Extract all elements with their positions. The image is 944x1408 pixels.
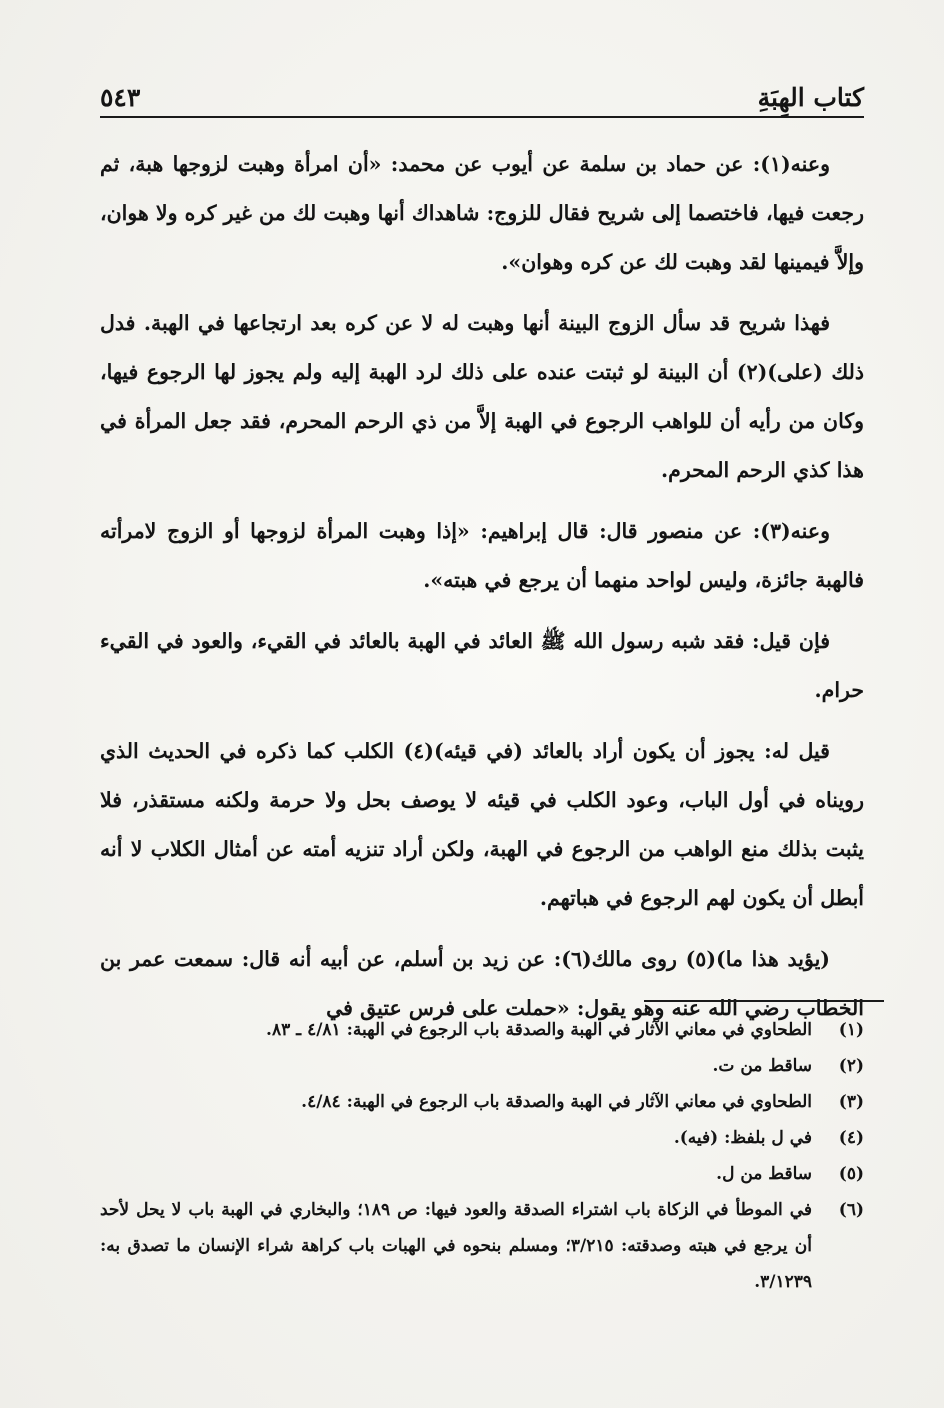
footnote-item: [100, 1120, 864, 1156]
paragraph: (يؤيد هذا ما)(٥) روى مالك(٦): عن زيد بن أسلم، عن أبيه أنه قال: سمعت عمر بن الخطاب رضي الله عنه وهو يقول: «حملت على فرس عتيق في: [100, 947, 864, 1020]
footnote-number: (٦): [838, 1200, 864, 1220]
footnote-text: في الموطأ في الزكاة باب اشتراء الصدقة والعود فيها: ص ١٨٩؛ والبخاري في الهبة باب لا يحل لأحد أن يرجع في هبته وصدقته: ٣/٢١٥؛ ومسلم بنحوه في الهبات باب كراهة شراء الإنسان ما تصدق به: ٣/١٢٣٩.: [100, 1200, 812, 1292]
footnote-number: (٣): [838, 1092, 864, 1112]
footnote-number: (٥): [838, 1164, 864, 1184]
footnote-text: ساقط من ل.: [716, 1164, 812, 1184]
footnote-divider: [644, 1000, 884, 1002]
footnote-text: في ل بلفظ: (فيه).: [673, 1128, 812, 1148]
paragraph: فإن قيل: فقد شبه رسول الله ﷺ العائد في الهبة بالعائد في القيء، والعود في القيء حرام.: [100, 629, 864, 702]
paragraph: فهذا شريح قد سأل الزوج البينة أنها وهبت له لا عن كره بعد ارتجاعها في الهبة. فدل ذلك (على)(٢) أن البينة لو ثبتت عنده على ذلك لرد الهبة إليه ولم يجوز لها الرجوع فيها، وكان من رأيه أن للواهب الرجوع في الهبة إلاَّ من ذي الرحم المحرم، فقد جعل المرأة في هذا كذي الرحم المحرم.: [100, 311, 864, 482]
footnote-item: [100, 1048, 864, 1084]
footnote-number: (٢): [838, 1056, 864, 1076]
running-title: كتاب الهِبَةِ: [757, 83, 864, 112]
main-text: [100, 140, 864, 1045]
page-header: [100, 68, 864, 112]
footnote-item: [100, 1156, 864, 1192]
footnote-item: [100, 1012, 864, 1048]
footnote-text: ساقط من ت.: [712, 1056, 812, 1076]
paragraph: وعنه(١): عن حماد بن سلمة عن أيوب عن محمد: «أن امرأة وهبت لزوجها هبة، ثم رجعت فيها، فاختصما إلى شريح فقال للزوج: شاهداك أنها وهبت لك من غير كره ولا هوان، وإلاَّ فيمينها لقد وهبت لك عن كره وهوان».: [100, 152, 864, 274]
footnote-item: [100, 1084, 864, 1120]
paragraph: قيل له: يجوز أن يكون أراد بالعائد (في قيئه)(٤) الكلب كما ذكره في الحديث الذي رويناه في أول الباب، وعود الكلب في قيئه لا يوصف بحل ولا حرمة ولكنه مستقذر، فلا يثبت بذلك منع الواهب من الرجوع في الهبة، ولكن أراد تنزيه أمته عن أمثال الكلاب لا أنه أبطل أن يكون لهم الرجوع في هباتهم.: [100, 739, 864, 910]
footnote-item: [100, 1192, 864, 1300]
header-divider: [100, 116, 864, 118]
footnote-text: الطحاوي في معاني الآثار في الهبة والصدقة باب الرجوع في الهبة: ٤/٨٤.: [301, 1092, 812, 1112]
paragraph: وعنه(٣): عن منصور قال: قال إبراهيم: «إذا وهبت المرأة لزوجها أو الزوج لامرأته فالهبة جائزة، وليس لواحد منهما أن يرجع في هبته».: [100, 519, 864, 592]
footnote-number: (٤): [838, 1128, 864, 1148]
page-number: ٥٤٣: [100, 83, 141, 112]
footnotes: [100, 1012, 864, 1300]
footnote-text: الطحاوي في معاني الآثار في الهبة والصدقة باب الرجوع في الهبة: ٤/٨١ ـ ٨٣.: [266, 1020, 812, 1040]
footnote-number: (١): [838, 1020, 864, 1040]
